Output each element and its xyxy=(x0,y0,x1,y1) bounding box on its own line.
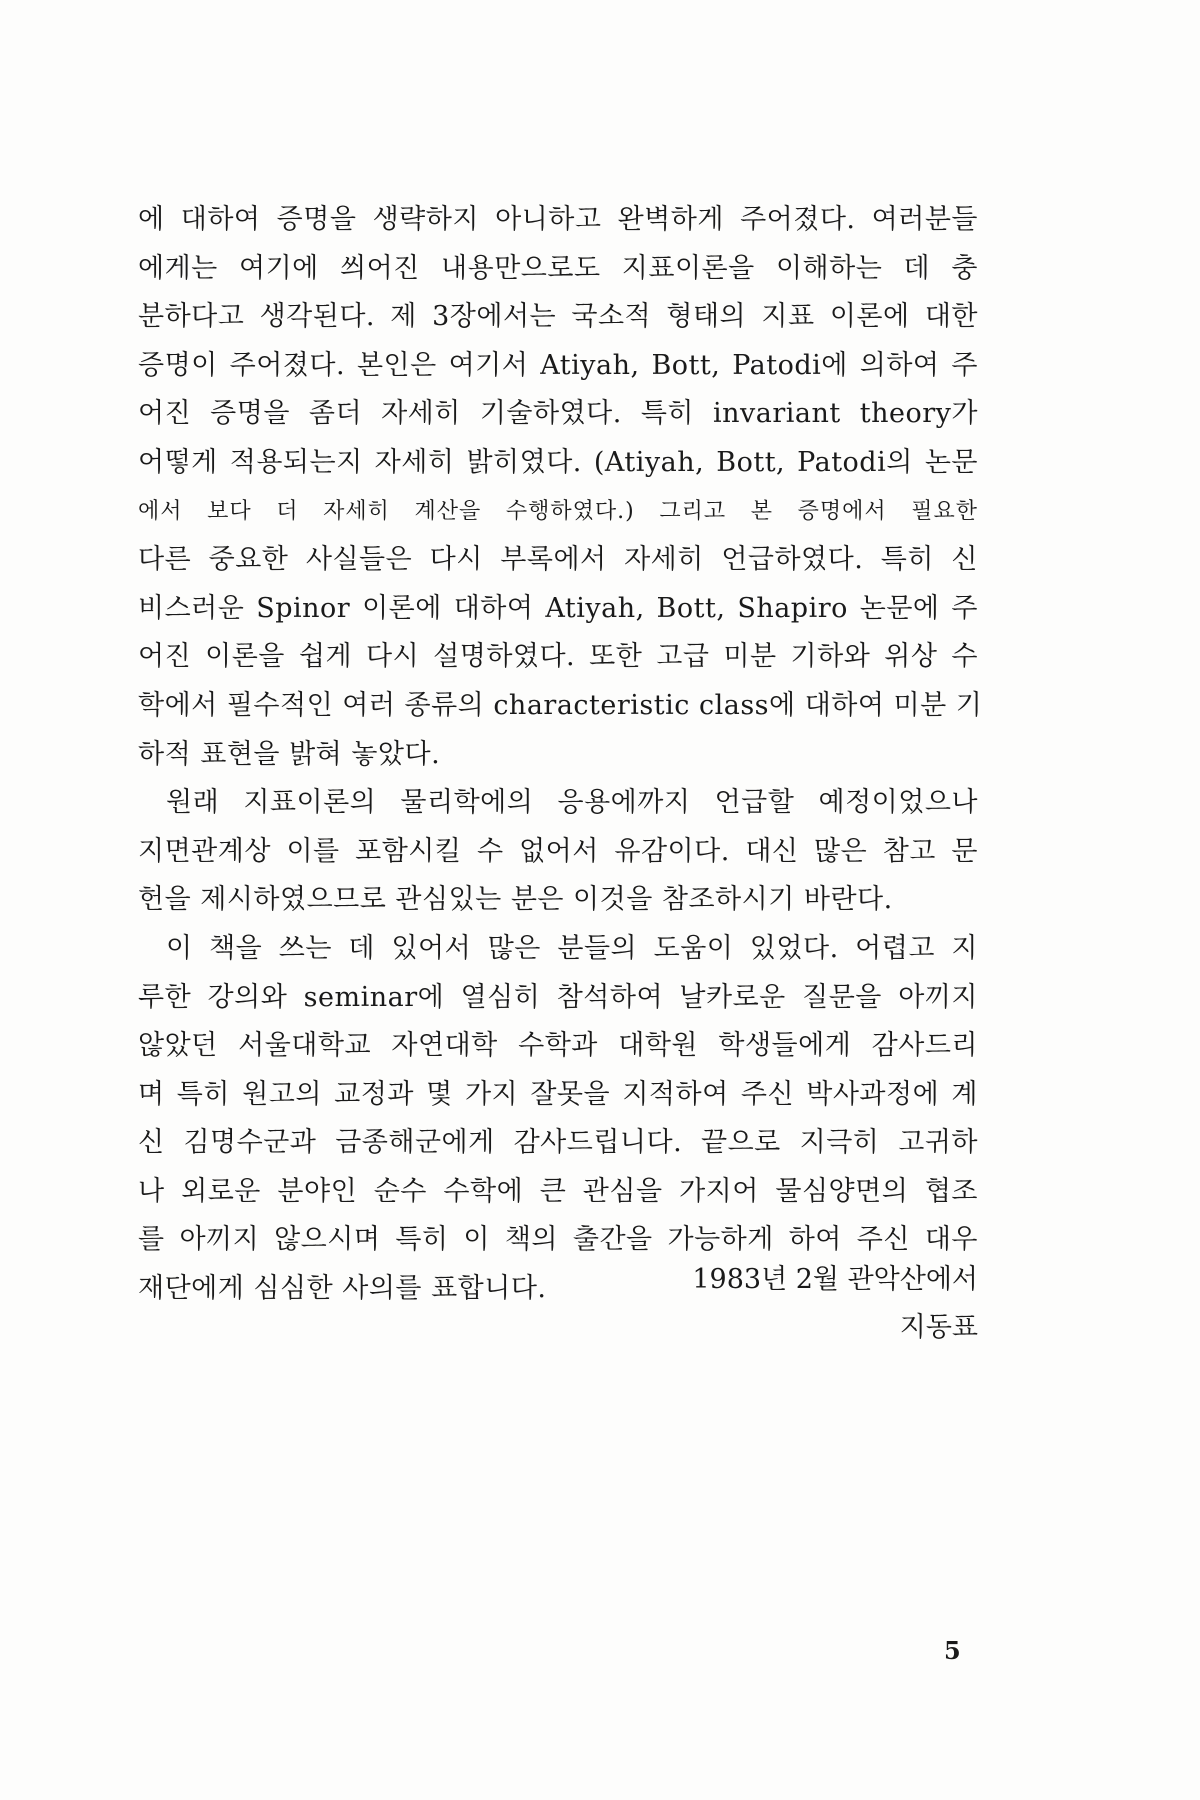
text-line: 증명이 주어졌다. 본인은 여기서 Atiyah, Bott, Patodi에 의하여 주 xyxy=(138,349,978,381)
text-line: 에게는 여기에 씌어진 내용만으로도 지표이론을 이해하는 데 충 xyxy=(138,252,978,284)
text-line: 에 대하여 증명을 생략하지 아니하고 완벽하게 주어졌다. 여러분들 xyxy=(138,204,978,235)
text-line: 하적 표현을 밝혀 놓았다. xyxy=(138,738,441,770)
text-line: 분하다고 생각된다. 제 3장에서는 국소적 형태의 지표 이론에 대한 xyxy=(138,301,978,333)
signature-author: 지동표 xyxy=(899,1312,978,1343)
paragraph-2 xyxy=(138,779,978,925)
text-line: 않았던 서울대학교 자연대학 수학과 대학원 학생들에게 감사드리 xyxy=(138,1030,978,1062)
text-line: 어진 증명을 좀더 자세히 기술하였다. 특히 invariant theory가 xyxy=(138,398,978,430)
signature-block xyxy=(692,1256,978,1352)
paragraph-1 xyxy=(138,196,983,779)
page-number: 5 xyxy=(944,1636,961,1665)
text-line: 비스러운 Spinor 이론에 대하여 Atiyah, Bott, Shapiro 논문에 주 xyxy=(138,592,978,624)
text-line: 지면관계상 이를 포함시킬 수 없어서 유감이다. 대신 많은 참고 문 xyxy=(138,835,978,867)
text-line: 재단에게 심심한 사의를 표합니다. xyxy=(138,1273,547,1305)
text-line: 헌을 제시하였으므로 관심있는 분은 이것을 참조하시기 바란다. xyxy=(138,884,893,916)
text-line: 어진 이론을 쉽게 다시 설명하였다. 또한 고급 미분 기하와 위상 수 xyxy=(138,641,978,673)
signature-place-date: 1983년 2월 관악산에서 xyxy=(692,1264,978,1295)
text-line: 나 외로운 분야인 순수 수학에 큰 관심을 가지어 물심양면의 협조 xyxy=(138,1175,978,1207)
text-line: 에서 보다 더 자세히 계산을 수행하였다.) 그리고 본 증명에서 필요한 xyxy=(138,498,978,524)
text-line: 원래 지표이론의 물리학에의 응용에까지 언급할 예정이었으나 xyxy=(166,787,978,819)
body-text xyxy=(138,196,983,1314)
text-line: 루한 강의와 seminar에 열심히 참석하여 날카로운 질문을 아끼지 xyxy=(138,981,978,1013)
text-line: 를 아끼지 않으시며 특히 이 책의 출간을 가능하게 하여 주신 대우 xyxy=(138,1224,978,1256)
text-line: 다른 중요한 사실들은 다시 부록에서 자세히 언급하였다. 특히 신 xyxy=(138,544,978,576)
text-line: 학에서 필수적인 여러 종류의 characteristic class에 대하여 미분 기 xyxy=(138,689,983,721)
text-line: 어떻게 적용되는지 자세히 밝히였다. (Atiyah, Bott, Patodi의 논문 xyxy=(138,446,978,478)
text-line: 며 특히 원고의 교정과 몇 가지 잘못을 지적하여 주신 박사과정에 계 xyxy=(138,1078,978,1110)
text-line: 신 김명수군과 금종해군에게 감사드립니다. 끝으로 지극히 고귀하 xyxy=(138,1127,978,1159)
text-line: 이 책을 쓰는 데 있어서 많은 분들의 도움이 있었다. 어렵고 지 xyxy=(166,932,978,964)
